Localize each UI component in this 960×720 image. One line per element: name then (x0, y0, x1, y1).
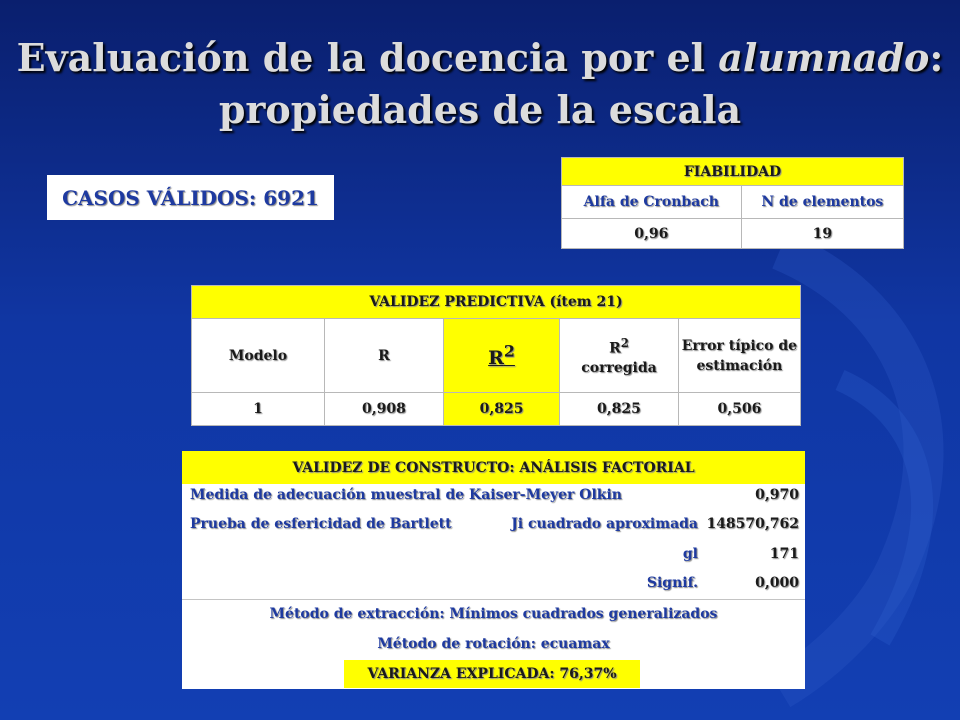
metodo-extraccion: Método de extracción: Mínimos cuadrados generalizados (269, 606, 718, 622)
slide-title (0, 32, 960, 136)
validez-predictiva-header: VALIDEZ PREDICTIVA (ítem 21) (192, 286, 801, 319)
r-value: 0,908 (324, 393, 443, 426)
r2-corregida-value: 0,825 (560, 393, 679, 426)
gl-value: 171 (769, 546, 799, 562)
title-italic: alumnado (718, 35, 930, 80)
title-line-2: propiedades de la escala (218, 87, 742, 132)
alfa-value: 0,96 (562, 219, 742, 249)
validez-predictiva-table (191, 285, 801, 426)
r2-value: 0,825 (443, 393, 559, 426)
col-r2-corregida: $R^2$ corregida (560, 319, 679, 393)
metodo-rotacion: Método de rotación: ecuamax (377, 636, 610, 652)
fiabilidad-table (561, 157, 904, 249)
n-elementos-value: 19 (741, 219, 903, 249)
col-modelo: Modelo (192, 319, 325, 393)
modelo-value: 1 (192, 393, 325, 426)
error-tipico-value: 0,506 (678, 393, 800, 426)
kmo-label: Medida de adecuación muestral de Kaiser-Meyer Olkin (190, 487, 622, 503)
bartlett-label: Prueba de esfericidad de Bartlett (190, 516, 452, 532)
varianza-explicada-badge: VARIANZA EXPLICADA: 76,37% (344, 660, 640, 688)
kmo-value: 0,970 (755, 487, 799, 503)
title-line-1: Evaluación de la docencia por el alumnado: (16, 35, 944, 80)
casos-validos-box: CASOS VÁLIDOS: 6921 (47, 175, 334, 220)
chi-cuadrado-label: Ji cuadrado aproximada (511, 516, 698, 532)
col-r2: $R^2$ (443, 319, 559, 393)
col-alfa-cronbach: Alfa de Cronbach (562, 186, 742, 219)
divider (182, 599, 805, 600)
fiabilidad-header: FIABILIDAD (562, 158, 904, 186)
signif-value: 0,000 (755, 575, 799, 591)
validez-constructo-header: VALIDEZ DE CONSTRUCTO: ANÁLISIS FACTORIAL (182, 451, 805, 484)
col-n-elementos: N de elementos (741, 186, 903, 219)
col-error-tipico: Error típico de estimación (678, 319, 800, 393)
signif-label: Signif. (646, 575, 698, 591)
col-r: R (324, 319, 443, 393)
gl-label: gl (682, 546, 698, 562)
validez-constructo-panel (182, 451, 805, 689)
chi-cuadrado-value: 148570,762 (706, 516, 799, 532)
